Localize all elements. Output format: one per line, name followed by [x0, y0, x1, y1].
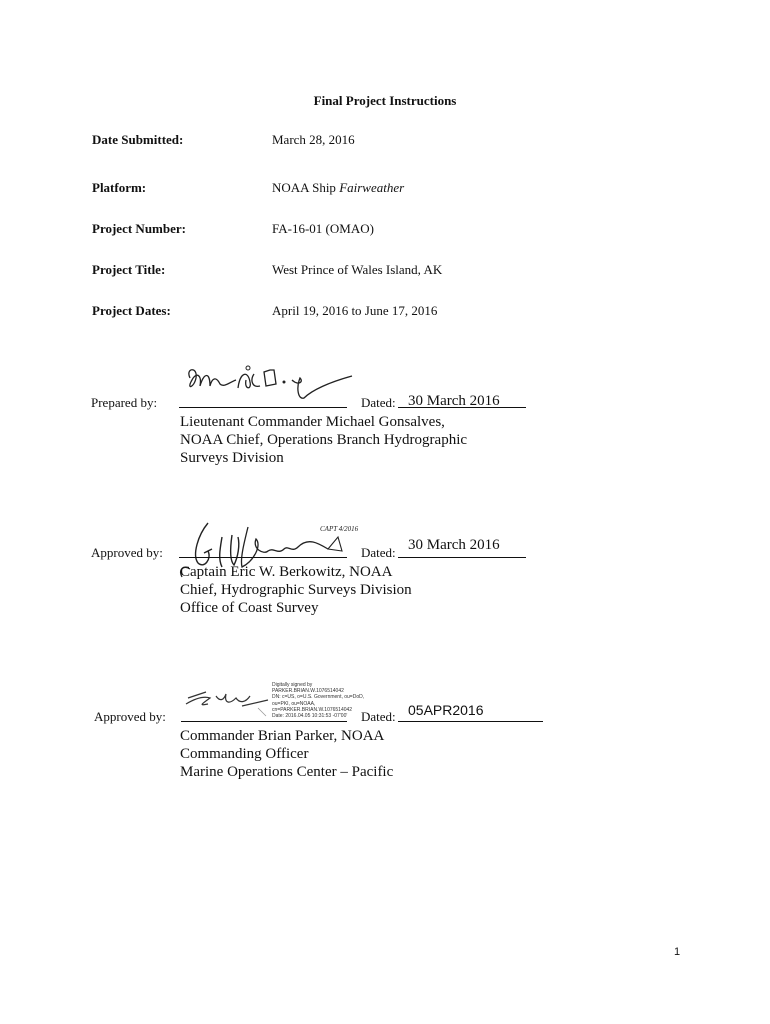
field-value-platform: [272, 180, 404, 196]
digital-signature-stamp: [272, 682, 364, 719]
field-value-project-title: West Prince of Wales Island, AK: [272, 262, 443, 277]
page-number: 1: [674, 946, 681, 958]
approved2-office: Marine Operations Center – Pacific: [180, 764, 394, 780]
prepared-date: 30 March 2016: [408, 393, 500, 409]
approved1-date-line: [398, 557, 526, 558]
approved2-name: Commander Brian Parker, NOAA: [180, 728, 385, 744]
approved2-dated-label: Dated:: [361, 709, 396, 724]
field-label-platform: Platform:: [92, 180, 147, 195]
platform-prefix: NOAA Ship: [272, 180, 340, 195]
prepared-division: Surveys Division: [180, 450, 284, 466]
prepared-dated-label: Dated:: [361, 395, 396, 410]
signature-parker: [180, 682, 275, 722]
prepared-title: NOAA Chief, Operations Branch Hydrographic: [180, 432, 468, 448]
field-value-date-submitted: March 28, 2016: [272, 132, 355, 147]
approved2-title: Commanding Officer: [180, 746, 309, 762]
field-label-project-dates: Project Dates:: [92, 303, 171, 318]
field-label-project-title: Project Title:: [92, 262, 166, 277]
signature-gonsalves: [180, 360, 360, 405]
digital-stamp-line: PARKER.BRIAN.W.1076514042: [272, 688, 344, 695]
signature-date-note: CAPT 4/2016: [320, 525, 359, 533]
digital-stamp-line: DN: c=US, o=U.S. Government, ou=DoD,: [272, 694, 365, 701]
field-label-project-number: Project Number:: [92, 221, 186, 236]
digital-stamp-line: ou=PKI, ou=NOAA,: [272, 700, 316, 707]
prepared-name: Lieutenant Commander Michael Gonsalves,: [180, 414, 445, 430]
approved2-date-line: [398, 721, 543, 722]
digital-stamp-line: Date: 2016.04.05 10:31:53 -07'00': [272, 713, 348, 720]
approved1-name: Captain Eric W. Berkowitz, NOAA: [180, 564, 393, 580]
digital-stamp-line: Digitally signed by: [272, 682, 313, 688]
field-label-date-submitted: Date Submitted:: [92, 132, 184, 147]
prepared-by-label: Prepared by:: [91, 395, 158, 410]
field-value-project-dates: April 19, 2016 to June 17, 2016: [272, 303, 438, 318]
approved2-date: 05APR2016: [408, 702, 484, 718]
approved1-dated-label: Dated:: [361, 545, 396, 560]
field-value-project-number: FA-16-01 (OMAO): [272, 221, 374, 236]
platform-ship-name: Fairweather: [339, 180, 405, 195]
approved2-signature-line: [181, 721, 347, 722]
digital-stamp-line: cn=PARKER.BRIAN.W.1076514042: [272, 706, 353, 713]
approved1-office: Office of Coast Survey: [180, 600, 319, 616]
approved1-by-label: Approved by:: [91, 545, 163, 560]
approved1-title: Chief, Hydrographic Surveys Division: [180, 582, 412, 598]
approved1-date: 30 March 2016: [408, 537, 500, 553]
prepared-date-line: [398, 407, 526, 408]
prepared-signature-line: [179, 407, 347, 408]
approved2-by-label: Approved by:: [94, 709, 166, 724]
document-title: Final Project Instructions: [313, 93, 457, 108]
approved1-signature-line: [179, 557, 347, 558]
